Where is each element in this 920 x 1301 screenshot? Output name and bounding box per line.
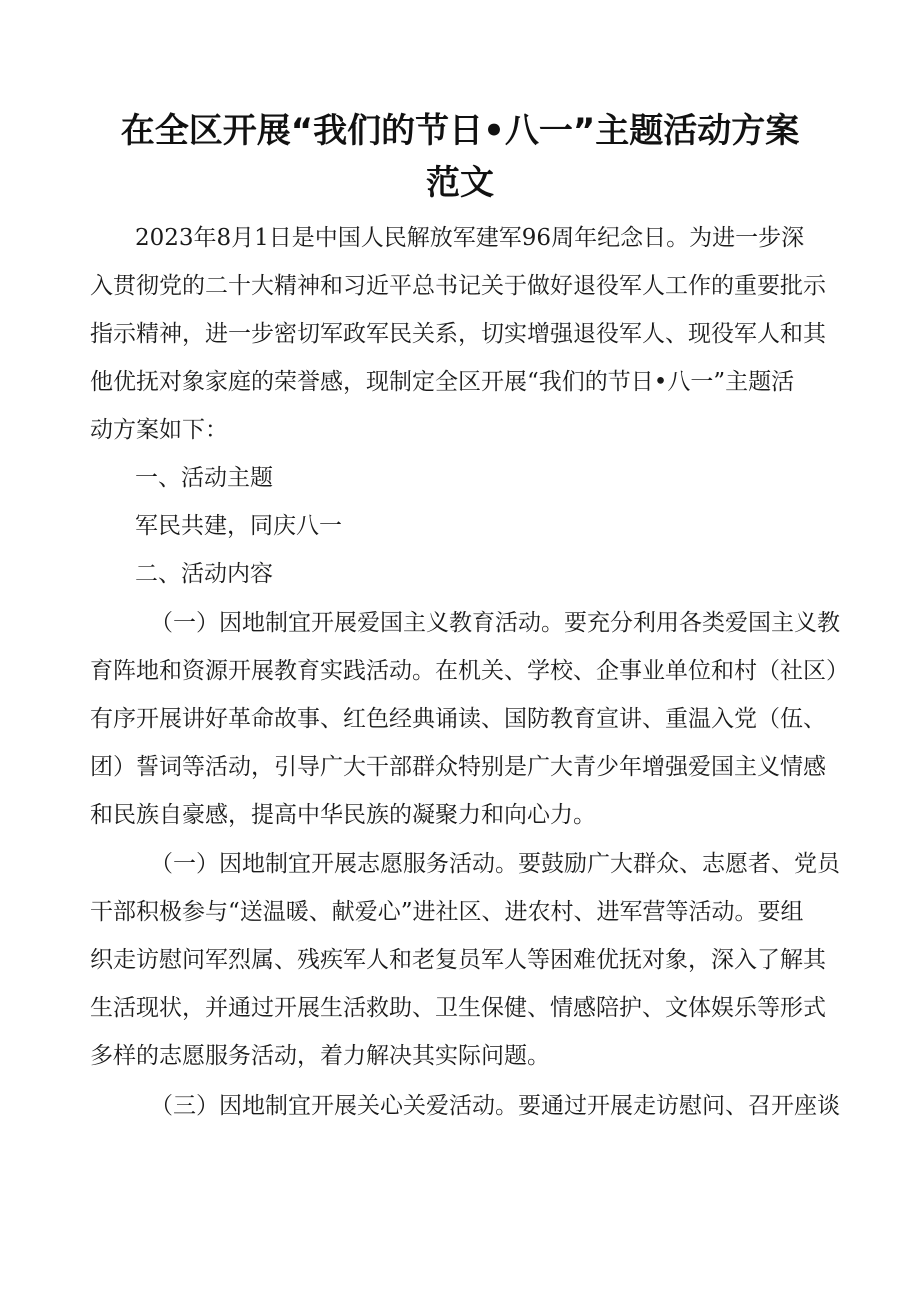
item-1-line-2: 育阵地和资源开展教育实践活动。在机关、学校、企事业单位和村（社区）	[90, 658, 849, 684]
section-2-heading: 二、活动内容	[135, 561, 273, 587]
intro-line-2: 入贯彻党的二十大精神和习近平总书记关于做好退役军人工作的重要批示	[90, 273, 826, 299]
item-2-line-1: （一）因地制宜开展志愿服务活动。要鼓励广大群众、志愿者、党员	[150, 851, 840, 877]
item-1-line-3: 有序开展讲好革命故事、红色经典诵读、国防教育宣讲、重温入党（伍、	[90, 706, 826, 732]
item-2-line-2: 干部积极参与“送温暖、献爱心”进社区、进农村、进军营等活动。要组	[90, 899, 804, 925]
intro-line-3: 指示精神，进一步密切军政军民关系，切实增强退役军人、现役军人和其	[90, 321, 826, 347]
intro-line-1: 2023年8月1日是中国人民解放军建军96周年纪念日。为进一步深	[135, 225, 805, 251]
item-1-line-4: 团）誓词等活动，引导广大干部群众特别是广大青少年增强爱国主义情感	[90, 754, 826, 780]
item-2-line-4: 生活现状，并通过开展生活救助、卫生保健、情感陪护、文体娱乐等形式	[90, 995, 826, 1021]
item-1-line-5: 和民族自豪感，提高中华民族的凝聚力和向心力。	[90, 802, 596, 828]
intro-line-4: 他优抚对象家庭的荣誉感，现制定全区开展“我们的节日•八一”主题活	[90, 369, 795, 395]
intro-line-5: 动方案如下：	[90, 417, 228, 443]
section-1-body: 军民共建，同庆八一	[135, 513, 342, 539]
item-1-line-1: （一）因地制宜开展爱国主义教育活动。要充分利用各类爱国主义教	[150, 610, 840, 636]
document-title-line-1: 在全区开展“我们的节日•八一”主题活动方案	[120, 111, 800, 151]
item-2-line-3: 织走访慰问军烈属、残疾军人和老复员军人等困难优抚对象，深入了解其	[90, 947, 826, 973]
item-3-line-1: （三）因地制宜开展关心关爱活动。要通过开展走访慰问、召开座谈	[150, 1093, 840, 1119]
document-title-line-2: 范文	[426, 163, 494, 203]
section-1-heading: 一、活动主题	[135, 465, 273, 491]
item-2-line-5: 多样的志愿服务活动，着力解决其实际问题。	[90, 1043, 550, 1069]
